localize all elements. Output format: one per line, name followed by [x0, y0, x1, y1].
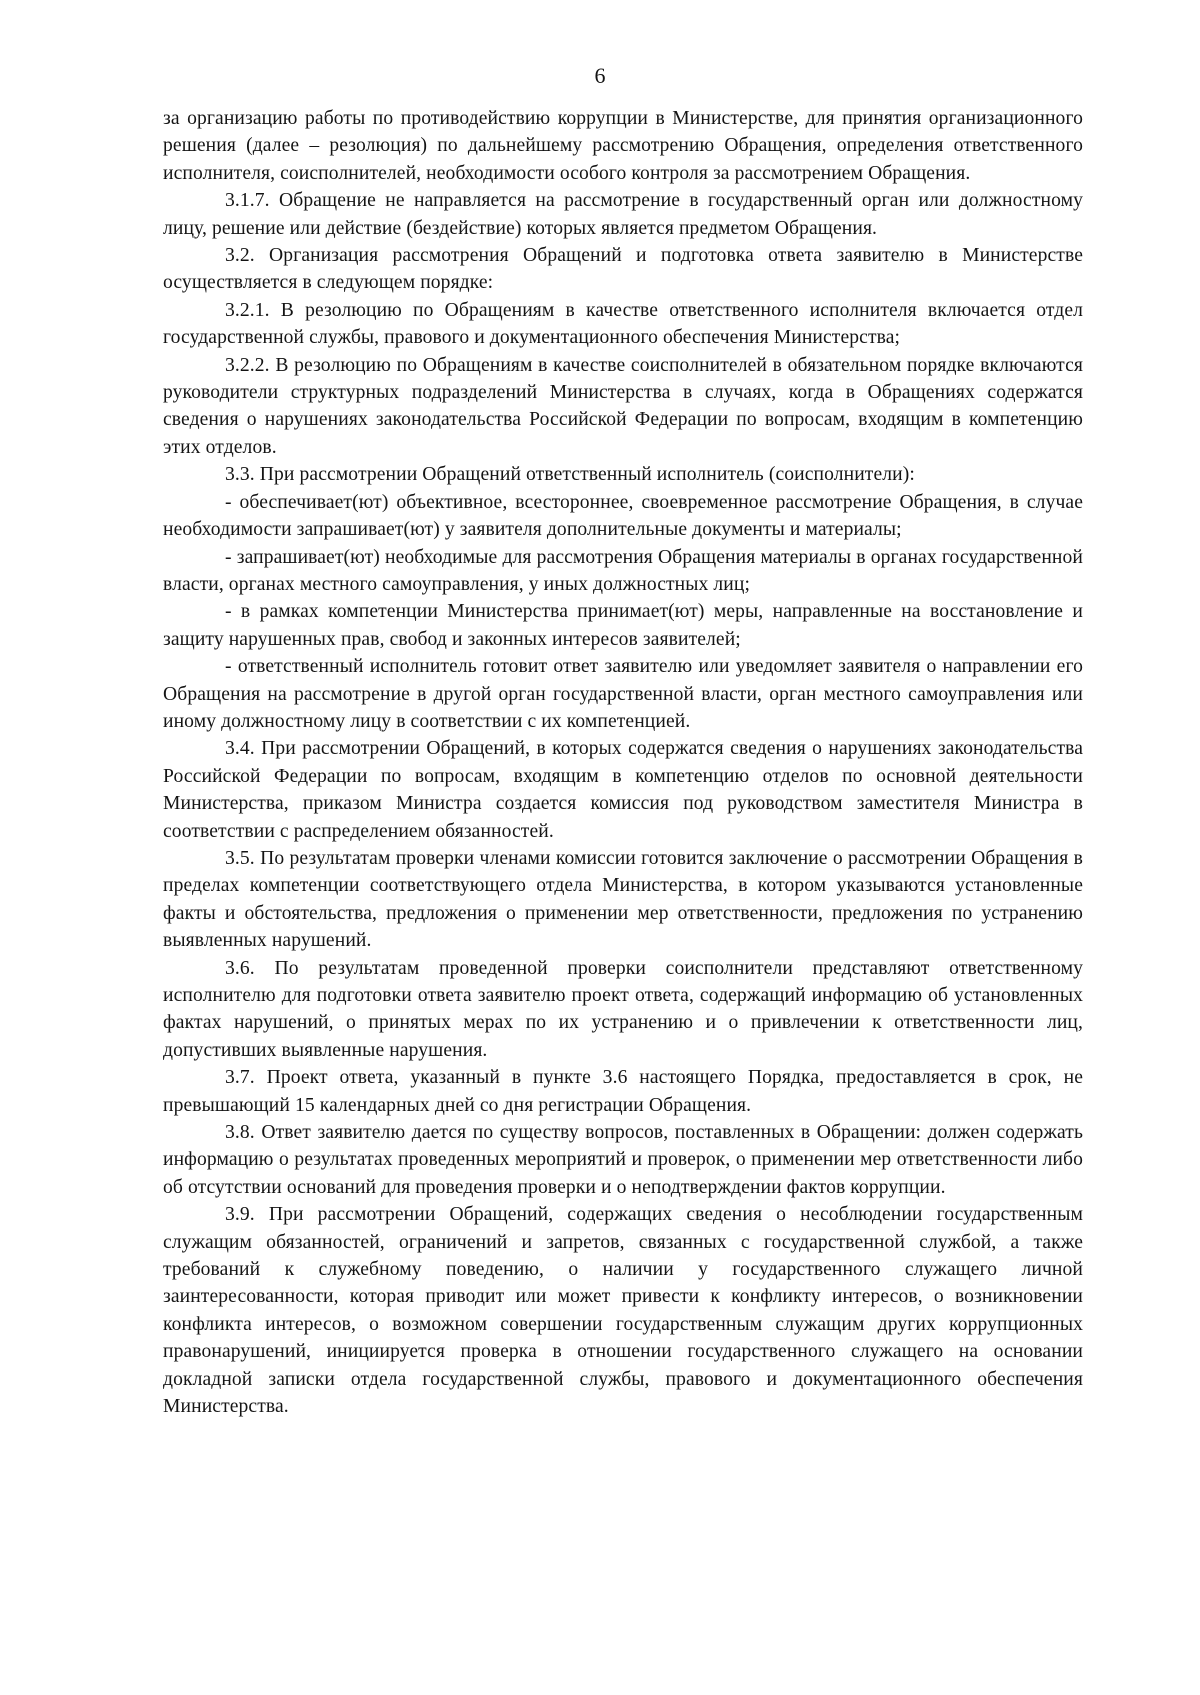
- list-item-request-materials: - запрашивает(ют) необходимые для рассмотрения Обращения материалы в органах государственной власти, органах местного самоуправления, у иных должностных лиц;: [163, 546, 1083, 595]
- list-item-ensure-review: - обеспечивает(ют) объективное, всестороннее, своевременное рассмотрение Обращения, в случае необходимости запрашивает(ют) у заявителя дополнительные документы и материалы;: [163, 491, 1083, 541]
- document-body: [163, 105, 1083, 1421]
- page-number: 6: [594, 63, 606, 88]
- paragraph-3-2-1: 3.2.1. В резолюцию по Обращениям в качестве ответственного исполнителя включается отдел государственной службы, правового и документационного обеспечения Министерства;: [163, 299, 1083, 349]
- paragraph-3-8: 3.8. Ответ заявителю дается по существу вопросов, поставленных в Обращении: должен содержать информацию о результатах проведенных мероприятий и проверок, о применении мер ответственности либо об отсутствии оснований для проведения проверки и о неподтверждении фактов коррупции.: [163, 1122, 1083, 1198]
- paragraph-continuation: за организацию работы по противодействию коррупции в Министерстве, для принятия организационного решения (далее – резолюция) по дальнейшему рассмотрению Обращения, определения ответственного исполнителя, соисполнителей, необходимости особого контроля за рассмотрением Обращения.: [163, 108, 1083, 184]
- paragraph-3-2-2: 3.2.2. В резолюцию по Обращениям в качестве соисполнителей в обязательном порядке включаются руководители структурных подразделений Министерства в случаях, когда в Обращениях содержатся сведения о нарушениях законодательства Российской Федерации по вопросам, входящим в компетенцию этих отделов.: [163, 354, 1083, 458]
- list-item-prepare-answer: - ответственный исполнитель готовит ответ заявителю или уведомляет заявителя о направлении его Обращения на рассмотрение в другой орган государственной власти, орган местного самоуправления или иному должностному лицу в соответствии с их компетенцией.: [163, 656, 1083, 732]
- paragraph-3-9: 3.9. При рассмотрении Обращений, содержащих сведения о несоблюдении государственным служащим обязанностей, ограничений и запретов, связанных с государственной службой, а также требований к служебному поведению, о наличии у государственного служащего личной заинтересованности, которая приводит или может привести к конфликту интересов, о возникновении конфликта интересов, о возможном совершении государственным служащим других коррупционных правонарушений, инициируется проверка в отношении государственного служащего на основании докладной записки отдела государственной службы, правового и документационного обеспечения Министерства.: [163, 1204, 1083, 1418]
- paragraph-3-3: 3.3. При рассмотрении Обращений ответственный исполнитель (соисполнители):: [225, 464, 915, 486]
- paragraph-3-5: 3.5. По результатам проверки членами комиссии готовится заключение о рассмотрении Обращения в пределах компетенции соответствующего отдела Министерства, в котором указываются установленные факты и обстоятельства, предложения о применении мер ответственности, предложения по устранению выявленных нарушений.: [163, 847, 1083, 952]
- list-item-take-measures: - в рамках компетенции Министерства принимает(ют) меры, направленные на восстановление и защиту нарушенных прав, свобод и законных интересов заявителей;: [163, 601, 1083, 650]
- paragraph-3-4: 3.4. При рассмотрении Обращений, в которых содержатся сведения о нарушениях законодательства Российской Федерации по вопросам, входящим в компетенцию отделов по основной деятельности Министерства, приказом Министра создается комиссия под руководством заместителя Министра в соответствии с распределением обязанностей.: [163, 738, 1083, 842]
- paragraph-3-7: 3.7. Проект ответа, указанный в пункте 3.6 настоящего Порядка, предоставляется в срок, не превышающий 15 календарных дней со дня регистрации Обращения.: [163, 1067, 1083, 1116]
- paragraph-3-2: 3.2. Организация рассмотрения Обращений и подготовка ответа заявителю в Министерстве осуществляется в следующем порядке:: [163, 245, 1083, 294]
- paragraph-3-1-7: 3.1.7. Обращение не направляется на рассмотрение в государственный орган или должностному лицу, решение или действие (бездействие) которых является предметом Обращения.: [163, 190, 1083, 239]
- paragraph-3-6: 3.6. По результатам проведенной проверки соисполнители представляют ответственному исполнителю для подготовки ответа заявителю проект ответа, содержащий информацию об установленных фактах нарушений, о принятых мерах по их устранению и о привлечении к ответственности лиц, допустивших выявленные нарушения.: [163, 957, 1083, 1061]
